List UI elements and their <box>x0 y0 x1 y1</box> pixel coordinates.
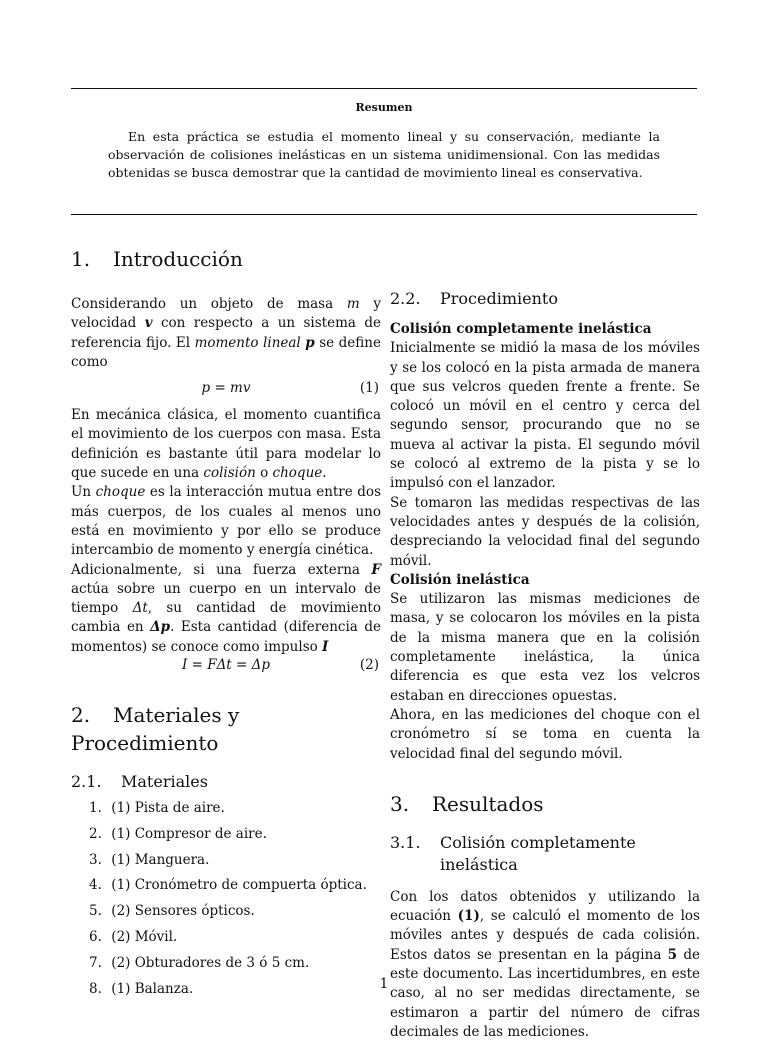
procedure-paragraph-a1: Inicialmente se midió la masa de los móviles y se los colocó en la pista armada de manera que sus velcros queden frente a frente. Se colocó un móvil en el centro y cerca del segundo sensor, procurando que no se mueva al activar la pista. El segundo móvil se colocó al extremo de la pista y se lo impulsó con el lanzador. <box>390 340 700 492</box>
results-paragraph-1: Con los datos obtenidos y utilizando la ecuación (1), se calculó el momento de los móviles antes y después de cada colisión. Estos datos se presentan en la página 5 de este documento. Las incertidumbres, en este caso, al no ser medidas directamente, se estimaron a partir del número de cifras decimales de las mediciones. <box>390 888 700 1040</box>
section-heading-introduccion: 1. Introducción <box>71 247 243 271</box>
procedure-paragraph-b2: Ahora, en las mediciones del choque con el cronómetro sí se toma en cuenta la velocidad final del segundo móvil. <box>390 706 700 762</box>
page-number: 1 <box>379 976 389 992</box>
right-column <box>390 288 700 1042</box>
subsection-heading-materiales: 2.1. Materiales <box>71 772 208 792</box>
list-item: 7. (2) Obturadores de 3 ó 5 cm. <box>89 954 310 971</box>
list-item: 3. (1) Manguera. <box>89 851 210 868</box>
procedure-paragraph-b1: Se utilizaron las mismas mediciones de masa, y se colocaron los móviles en la pista de la misma manera que en la colisión completamente inelástica, la única diferencia es que esta vez los velcros estaban en direcciones opuestas. <box>390 591 700 704</box>
abstract-body: En esta práctica se estudia el momento lineal y su conservación, mediante la observación de colisiones inelásticas en un sistema unidimensional. Con las medidas obtenidas se busca demostrar que la cantidad de movimiento lineal es conservativa. <box>108 129 660 180</box>
equation-1: p = mv (1) <box>201 380 379 397</box>
subsection-heading-procedimiento: 2.2. Procedimiento <box>390 289 558 308</box>
list-item: 8. (1) Balanza. <box>89 980 194 997</box>
intro-paragraph-1: Considerando un objeto de masa m y velocidad v con respecto a un sistema de referencia fijo. El momento lineal p se define como <box>71 296 382 370</box>
procedure-paragraph-a2: Se tomaron las medidas respectivas de las velocidades antes y después de la colisión, despreciando la velocidad final del segundo móvil. <box>390 494 700 569</box>
equation-number: (1) <box>359 380 379 397</box>
list-item: 6. (2) Móvil. <box>89 929 178 946</box>
list-item: 1. (1) Pista de aire. <box>89 800 225 817</box>
left-column <box>71 245 381 1005</box>
bottom-rule <box>71 214 697 215</box>
intro-paragraph-4: Adicionalmente, si una fuerza externa F actúa sobre un cuerpo en un intervalo de tiempo Δt, su cantidad de movimiento cambia en Δp. Esta cantidad (diferencia de momentos) se conoce como impulso I <box>71 561 382 655</box>
section-heading-resultados: 3. Resultados <box>390 791 544 816</box>
materials-list <box>71 799 381 1005</box>
equation-number: (2) <box>359 657 379 674</box>
subsection-heading-colision-completamente-inelastica: 3.1. Colisión completamente inelástica <box>390 832 636 874</box>
paragraph-heading-colision-inelastica: Colisión inelástica <box>390 571 530 588</box>
intro-paragraph-3: Un choque es la interacción mutua entre dos más cuerpos, de los cuales al menos uno está en movimiento y por ello se produce intercambio de momento y energía cinética. <box>71 484 381 559</box>
section-heading-materiales-procedimiento: 2. Materiales y Procedimiento <box>71 703 240 756</box>
equation-2: I = FΔt = Δp (2) <box>181 657 379 674</box>
list-item: 4. (1) Cronómetro de compuerta óptica. <box>89 877 367 894</box>
top-rule <box>71 88 697 89</box>
paragraph-heading-colision-completamente-inelastica: Colisión completamente inelástica <box>390 321 652 337</box>
intro-paragraph-2: En mecánica clásica, el momento cuantifica el movimiento de los cuerpos con masa. Esta definición es bastante útil para modelar lo que sucede en una colisión o choque. <box>71 407 381 482</box>
list-item: 2. (1) Compresor de aire. <box>89 825 267 842</box>
abstract-title: Resumen <box>355 101 413 114</box>
list-item: 5. (2) Sensores ópticos. <box>89 903 255 920</box>
